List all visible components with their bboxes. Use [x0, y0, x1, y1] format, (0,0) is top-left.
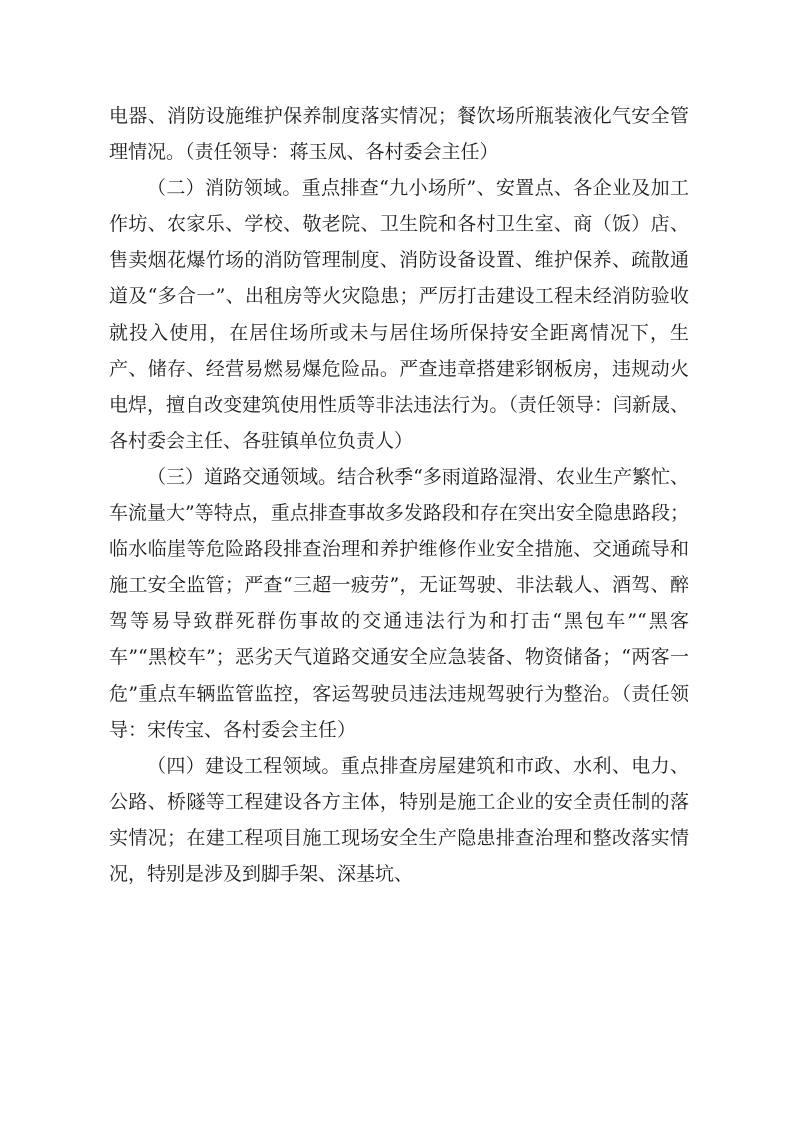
paragraph-fire-safety: （二）消防领域。重点排查“九小场所”、安置点、各企业及加工作坊、农家乐、学校、敬老院、卫生院和各村卫生室、商（饭）店、售卖烟花爆竹场的消防管理制度、消防设备设置、维护保养、疏散通道及“多合一”、出租房等火灾隐患；严厉打击建设工程未经消防验收就投入使用，在居住场所或未与居住场所保持安全距离情况下，生产、储存、经营易燃易爆危险品。严查违章搭建彩钢板房，违规动火电焊，擅自改变建筑使用性质等非法违法行为。（责任领导：闫新晟、各村委会主任、各驻镇单位负责人） [109, 177, 689, 452]
document-body [109, 98, 689, 892]
paragraph-construction: （四）建设工程领域。重点排查房屋建筑和市政、水利、电力、公路、桥隧等工程建设各方主体，特别是施工企业的安全责任制的落实情况；在建工程项目施工现场安全生产隐患排查治理和整改落实情况，特别是涉及到脚手架、深基坑、 [109, 754, 689, 885]
paragraph-road-traffic: （三）道路交通领域。结合秋季“多雨道路湿滑、农业生产繁忙、车流量大”等特点，重点排查事故多发路段和存在突出安全隐患路段；临水临崖等危险路段排查治理和养护维修作业安全措施、交通疏导和施工安全监管；严查“三超一疲劳”，无证驾驶、非法载人、酒驾、醉驾等易导致群死群伤事故的交通违法行为和打击“黑包车”“黑客车”“黑校车”；恶劣天气道路交通安全应急装备、物资储备；“两客一危”重点车辆监管监控，客运驾驶员违法违规驾驶行为整治。（责任领导：宋传宝、各村委会主任） [109, 465, 689, 741]
paragraph-continuation: 电器、消防设施维护保养制度落实情况；餐饮场所瓶装液化气安全管理情况。（责任领导：蒋玉凤、各村委会主任） [109, 105, 689, 164]
